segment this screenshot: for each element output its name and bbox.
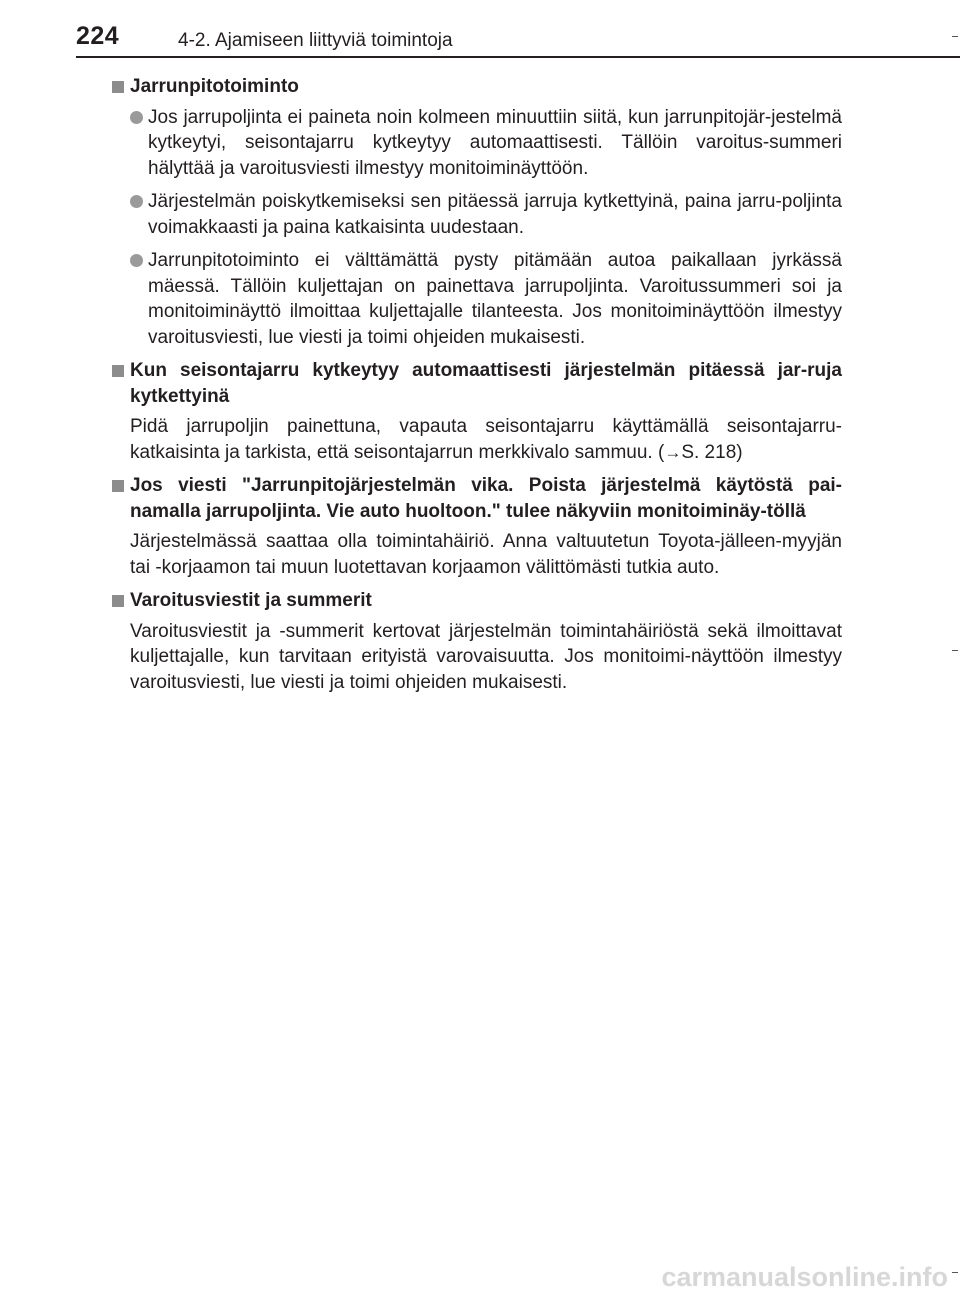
section-heading: Jarrunpitotoiminto xyxy=(110,74,842,100)
page-reference-link[interactable]: S. 218) xyxy=(681,441,743,463)
page-number: 224 xyxy=(76,22,120,50)
list-item: Jos jarrupoljinta ei paineta noin kolmeen minuuttiin siitä, kun jarrunpitojär-jestelmä kytkeytyi, seisontajarru kytkeytyy automaattisesti. Tällöin varoitus-summeri hälyttää ja varoitusviesti ilmestyy monitoiminäyttöön. xyxy=(110,105,842,182)
crop-mark xyxy=(952,650,958,651)
section-body: Varoitusviestit ja -summerit kertovat järjestelmän toimintahäiriöstä sekä ilmoittavat kuljettajalle, kun tarvitaan erityistä varovaisuutta. Jos monitoimi-näyttöön ilmestyy varoitusviesti, lue viesti ja toimi ohjeiden mukaisesti. xyxy=(130,620,842,693)
page-content xyxy=(110,74,842,703)
section-warnings xyxy=(110,588,842,695)
section-heading: Kun seisontajarru kytkeytyy automaattisesti järjestelmän pitäessä jar-ruja kytkettyinä xyxy=(110,358,842,409)
header-rule xyxy=(76,56,960,58)
section-title: 4-2. Ajamiseen liittyviä toimintoja xyxy=(178,30,453,51)
list-item: Järjestelmän poiskytkemiseksi sen pitäessä jarruja kytkettyinä, paina jarru-poljinta voimakkaasti ja paina katkaisinta uudestaan. xyxy=(110,189,842,240)
square-bullet-icon xyxy=(112,365,124,377)
crop-mark xyxy=(952,36,958,37)
section-body: Järjestelmässä saattaa olla toimintahäiriö. Anna valtuutetun Toyota-jälleen-myyjän tai -korjaamon tai muun luotettavan korjaamon välittömästi tutkia auto. xyxy=(130,531,842,578)
crop-mark xyxy=(952,1272,958,1273)
section-heading: Varoitusviestit ja summerit xyxy=(110,588,842,614)
arrow-right-icon: → xyxy=(664,442,682,462)
section-heading: Jos viesti "Jarrunpitojärjestelmän vika. Poista järjestelmä käytöstä pai-namalla jarrupoljinta. Vie auto huoltoon." tulee näkyviin monitoiminäy-töllä xyxy=(110,473,842,524)
square-bullet-icon xyxy=(112,81,124,93)
square-bullet-icon xyxy=(112,480,124,492)
square-bullet-icon xyxy=(112,595,124,607)
watermark: carmanualsonline.info xyxy=(661,1262,948,1292)
list-item: Jarrunpitotoiminto ei välttämättä pysty pitämään autoa paikallaan jyrkässä mäessä. Tällöin kuljettajan on painettava jarrupoljinta. Varoitussummeri soi ja monitoiminäyttö ilmoittaa kuljettajalle tilanteesta. Jos monitoiminäyttöön ilmestyy varoitusviesti, lue viesti ja toimi ohjeiden mukaisesti. xyxy=(110,248,842,350)
section-parking-brake-auto xyxy=(110,358,842,465)
circle-bullet-icon xyxy=(130,111,143,124)
circle-bullet-icon xyxy=(130,254,143,267)
section-body: Pidä jarrupoljin painettuna, vapauta seisontajarru käyttämällä seisontajarru-katkaisinta ja tarkista, että seisontajarrun merkkivalo sammuu. (→S. 218) xyxy=(130,416,842,463)
section-brake-hold xyxy=(110,74,842,350)
section-malfunction-message xyxy=(110,473,842,580)
circle-bullet-icon xyxy=(130,195,143,208)
